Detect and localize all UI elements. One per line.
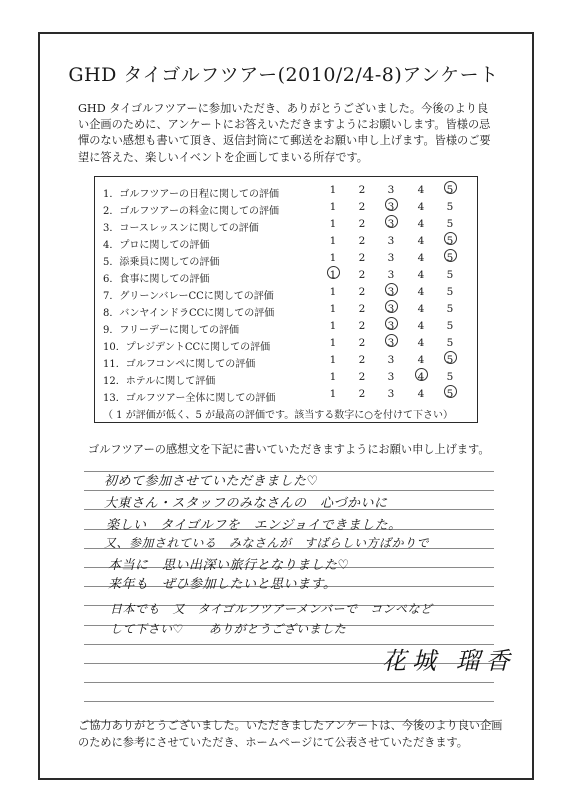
rating-option[interactable]: 2 bbox=[358, 320, 366, 332]
rating-option[interactable]: 5 bbox=[446, 303, 454, 315]
rating-option[interactable]: 3 bbox=[387, 320, 395, 332]
signature: 花城 瑠香 bbox=[382, 647, 516, 675]
selected-circle-mark bbox=[444, 181, 457, 194]
comment-line: して下さい♡ ありがとうございました bbox=[110, 622, 347, 636]
rating-option[interactable]: 5 bbox=[446, 320, 454, 332]
question-label: 9．フリーデーに関しての評価 bbox=[103, 325, 239, 336]
rating-option[interactable]: 4 bbox=[417, 286, 425, 298]
rating-option[interactable]: 2 bbox=[358, 252, 366, 264]
rating-option[interactable]: 2 bbox=[358, 337, 366, 349]
rating-option[interactable]: 2 bbox=[358, 235, 366, 247]
rating-option[interactable]: 2 bbox=[358, 218, 366, 230]
rating-option[interactable]: 4 bbox=[417, 337, 425, 349]
rating-option[interactable]: 4 bbox=[417, 303, 425, 315]
rating-option[interactable]: 2 bbox=[358, 388, 366, 400]
rating-option[interactable]: 2 bbox=[358, 303, 366, 315]
rating-note: （ 1 が評価が低く、5 が最高の評価です。該当する数字に○を付けて下さい） bbox=[103, 410, 453, 421]
closing-text: ご協力ありがとうございました。いただきましたアンケートは、今後のより良い企画のために参考にさせていただき、ホームページにて公表させていただきます。 bbox=[78, 719, 503, 749]
intro-text: GHD タイゴルフツアーに参加いただき、ありがとうございました。今後のより良い企画のために、アンケートにお答えいただきますようにお願いします。皆様の忌憚のない感想も書いて頂き、返信封筒にて郵送をお願い申し上げます。皆様のご要望に答えた、楽しいイベントを企画してまいる所存です。 bbox=[78, 102, 491, 164]
question-label: 8．バンヤインドラCCに関しての評価 bbox=[103, 308, 275, 319]
comment-line: 本当に 思い出深い旅行となりました♡ bbox=[108, 558, 350, 573]
rating-row bbox=[95, 387, 477, 403]
comment-line: 楽しい タイゴルフを エンジョイできました。 bbox=[106, 518, 402, 533]
rating-option[interactable]: 3 bbox=[387, 252, 395, 264]
rating-option[interactable]: 4 bbox=[417, 201, 425, 213]
rating-option[interactable]: 1 bbox=[329, 388, 337, 400]
rating-row bbox=[95, 302, 477, 318]
rating-row bbox=[95, 370, 477, 386]
comment-line: 初めて参加させていただきました♡ bbox=[104, 474, 319, 489]
selected-circle-mark bbox=[327, 266, 340, 279]
rating-option[interactable]: 1 bbox=[329, 286, 337, 298]
rating-option[interactable]: 5 bbox=[446, 286, 454, 298]
rating-row bbox=[95, 353, 477, 369]
rating-option[interactable]: 1 bbox=[329, 354, 337, 366]
rating-option[interactable]: 3 bbox=[387, 337, 395, 349]
selected-circle-mark bbox=[444, 249, 457, 262]
rating-option[interactable]: 3 bbox=[387, 201, 395, 213]
rating-option[interactable]: 4 bbox=[417, 235, 425, 247]
rating-option[interactable]: 5 bbox=[446, 235, 454, 247]
rating-option[interactable]: 2 bbox=[358, 371, 366, 383]
rating-row bbox=[95, 251, 477, 267]
question-label: 4．プロに関しての評価 bbox=[103, 240, 210, 251]
comment-prompt: ゴルフツアーの感想文を下記に書いていただきますようにお願い申し上げます。 bbox=[88, 443, 490, 456]
selected-circle-mark bbox=[444, 351, 457, 364]
selected-circle-mark bbox=[385, 283, 398, 296]
rating-row bbox=[95, 285, 477, 301]
rating-option[interactable]: 1 bbox=[329, 184, 337, 196]
rating-option[interactable]: 1 bbox=[329, 218, 337, 230]
rating-option[interactable]: 5 bbox=[446, 184, 454, 196]
question-label: 11．ゴルフコンペに関しての評価 bbox=[103, 359, 256, 370]
rating-option[interactable]: 4 bbox=[417, 252, 425, 264]
rating-option[interactable]: 5 bbox=[446, 337, 454, 349]
rating-option[interactable]: 4 bbox=[417, 320, 425, 332]
comment-line: 来年も ぜひ参加したいと思います。 bbox=[108, 577, 337, 592]
rating-option[interactable]: 1 bbox=[329, 337, 337, 349]
rating-option[interactable]: 1 bbox=[329, 252, 337, 264]
rating-option[interactable]: 5 bbox=[446, 371, 454, 383]
question-label: 12．ホテルに関して評価 bbox=[103, 376, 216, 387]
ruled-line bbox=[84, 701, 494, 702]
rating-option[interactable]: 5 bbox=[446, 388, 454, 400]
rating-option[interactable]: 2 bbox=[358, 354, 366, 366]
question-label: 2．ゴルフツアーの料金に関しての評価 bbox=[103, 206, 280, 217]
rating-option[interactable]: 3 bbox=[387, 371, 395, 383]
rating-option[interactable]: 2 bbox=[358, 269, 366, 281]
page-title: GHD タイゴルフツアー(2010/2/4-8)アンケート bbox=[68, 64, 499, 86]
rating-option[interactable]: 3 bbox=[387, 354, 395, 366]
selected-circle-mark bbox=[444, 232, 457, 245]
rating-option[interactable]: 4 bbox=[417, 218, 425, 230]
rating-option[interactable]: 3 bbox=[387, 218, 395, 230]
rating-option[interactable]: 1 bbox=[329, 320, 337, 332]
rating-option[interactable]: 5 bbox=[446, 252, 454, 264]
question-label: 6．食事に関しての評価 bbox=[103, 274, 210, 285]
rating-option[interactable]: 1 bbox=[329, 269, 337, 281]
selected-circle-mark bbox=[385, 334, 398, 347]
rating-option[interactable]: 1 bbox=[329, 201, 337, 213]
rating-row bbox=[95, 234, 477, 250]
rating-option[interactable]: 3 bbox=[387, 388, 395, 400]
rating-option[interactable]: 2 bbox=[358, 184, 366, 196]
rating-option[interactable]: 3 bbox=[387, 184, 395, 196]
rating-option[interactable]: 1 bbox=[329, 303, 337, 315]
rating-option[interactable]: 4 bbox=[417, 354, 425, 366]
rating-option[interactable]: 1 bbox=[329, 235, 337, 247]
selected-circle-mark bbox=[385, 300, 398, 313]
comment-line: 又、参加されている みなさんが すばらしい方ばかりで bbox=[104, 536, 430, 550]
rating-option[interactable]: 3 bbox=[387, 235, 395, 247]
question-label: 5．添乗員に関しての評価 bbox=[103, 257, 220, 268]
rating-option[interactable]: 5 bbox=[446, 354, 454, 366]
selected-circle-mark bbox=[385, 198, 398, 211]
question-label: 1．ゴルフツアーの日程に関しての評価 bbox=[103, 189, 280, 200]
rating-option[interactable]: 5 bbox=[446, 201, 454, 213]
rating-option[interactable]: 2 bbox=[358, 201, 366, 213]
question-label: 3．コースレッスンに関しての評価 bbox=[103, 223, 259, 234]
selected-circle-mark bbox=[385, 215, 398, 228]
rating-option[interactable]: 2 bbox=[358, 286, 366, 298]
rating-option[interactable]: 3 bbox=[387, 269, 395, 281]
selected-circle-mark bbox=[385, 317, 398, 330]
rating-option[interactable]: 4 bbox=[417, 184, 425, 196]
rating-option[interactable]: 5 bbox=[446, 269, 454, 281]
rating-option[interactable]: 1 bbox=[329, 371, 337, 383]
rating-option[interactable]: 5 bbox=[446, 218, 454, 230]
rating-row bbox=[95, 217, 477, 233]
rating-row bbox=[95, 200, 477, 216]
rating-row bbox=[95, 268, 477, 284]
rating-row bbox=[95, 183, 477, 199]
question-label: 10．プレジデントCCに関しての評価 bbox=[103, 342, 271, 353]
rating-option[interactable]: 3 bbox=[387, 303, 395, 315]
rating-row bbox=[95, 319, 477, 335]
selected-circle-mark bbox=[444, 385, 457, 398]
rating-option[interactable]: 3 bbox=[387, 286, 395, 298]
question-label: 7．グリーンバレーCCに関しての評価 bbox=[103, 291, 274, 302]
rating-row bbox=[95, 336, 477, 352]
rating-option[interactable]: 4 bbox=[417, 371, 425, 383]
rating-option[interactable]: 4 bbox=[417, 388, 425, 400]
comment-line: 大東さん・スタッフのみなさんの 心づかいに bbox=[104, 496, 388, 511]
ruled-line bbox=[84, 682, 494, 683]
comment-line: 日本でも 又 タイゴルフツアーメンバーで コンペなど bbox=[110, 602, 433, 616]
selected-circle-mark bbox=[415, 368, 428, 381]
rating-option[interactable]: 4 bbox=[417, 269, 425, 281]
question-label: 13．ゴルフツアー全体に関しての評価 bbox=[103, 393, 276, 404]
rating-table bbox=[94, 176, 478, 423]
